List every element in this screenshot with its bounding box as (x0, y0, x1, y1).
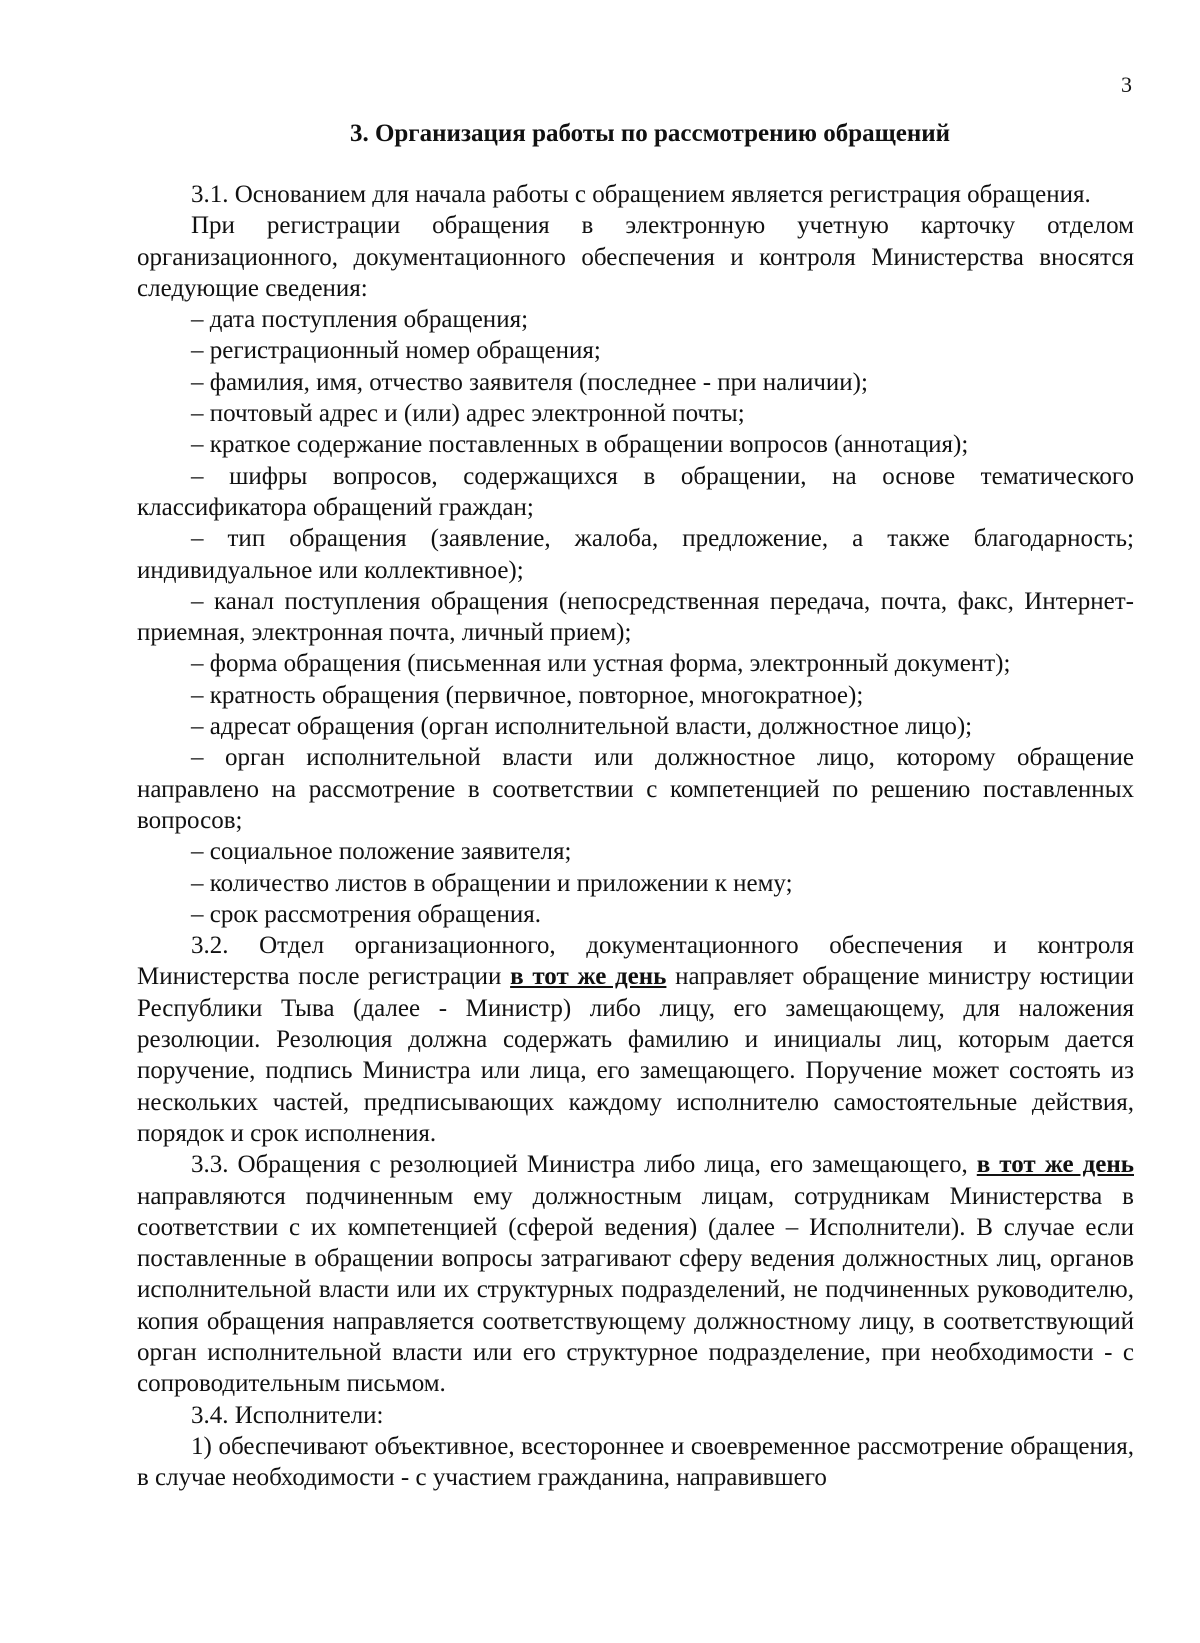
paragraph-3-4-1: 1) обеспечивают объективное, всестороннее и своевременное рассмотрение обращения, в случае необходимости - с участием гражданина, направившего (137, 1432, 1134, 1492)
list-item: – орган исполнительной власти или должностное лицо, которому обращение направлено на рассмотрение в соответствии с компетенцией по решению поставленных вопросов; (137, 744, 1134, 834)
paragraph-3-4: 3.4. Исполнители: (191, 1401, 384, 1429)
section-title: 3. Организация работы по рассмотрению обращений (349, 120, 951, 147)
list-item: – канал поступления обращения (непосредственная передача, почта, факс, Интернет-приемная, электронная почта, личный прием); (137, 587, 1134, 647)
list-item: – фамилия, имя, отчество заявителя (последнее - при наличии); (191, 368, 868, 396)
list-item: – дата поступления обращения; (191, 306, 529, 334)
paragraph-registration: При регистрации обращения в электронную учетную карточку отделом организационного, документационного обеспечения и контроля Министерства вносятся следующие сведения: (137, 212, 1134, 302)
emphasis-same-day: в тот же день (976, 1151, 1134, 1179)
list-item: – адресат обращения (орган исполнительной власти, должностное лицо); (191, 713, 973, 741)
list-item: – кратность обращения (первичное, повторное, многократное); (191, 681, 864, 709)
paragraph-3-3-text-b: направляются подчиненным ему должностным лицам, сотрудникам Министерства в соответствии с их компетенцией (сферой ведения) (далее – Исполнители). В случае если поставленные в обращении вопросы затрагивают сферу ведения должностных лиц, органов исполнительной власти или их структурных подразделений, не подчиненных руководителю, копия обращения направляется соответствующему должностному лицу, в соответствующий орган исполнительной власти или его структурное подразделение, при необходимости - с сопроводительным письмом. (137, 1182, 1134, 1398)
paragraph-3-2-text-b: направляет обращение министру юстиции Республики Тыва (далее - Министр) либо лицу, его замещающему, для наложения резолюции. Резолюция должна содержать фамилию и инициалы лиц, которым дается поручение, подпись Министра или лица, его замещающего. Поручение может состоять из нескольких частей, предписывающих каждому исполнителю самостоятельные действия, порядок и срок исполнения. (137, 963, 1134, 1147)
list-item: – срок рассмотрения обращения. (191, 900, 542, 928)
page-number: 3 (1121, 72, 1132, 97)
paragraph-3-2-text-a: 3.2. Отдел организационного, документационного обеспечения и контроля Министерства после регистрации (137, 932, 1134, 991)
list-item: – форма обращения (письменная или устная форма, электронный документ); (191, 650, 1011, 678)
emphasis-same-day: в тот же день (510, 963, 667, 991)
list-item: – краткое содержание поставленных в обращении вопросов (аннотация); (191, 431, 969, 459)
paragraph-3-2 (137, 930, 1134, 1149)
paragraph-3-1: 3.1. Основанием для начала работы с обращением является регистрация обращения. (191, 181, 1091, 208)
document-body (137, 179, 1134, 1493)
paragraph-3-3-text-a: 3.3. Обращения с резолюцией Министра либо лица, его замещающего, (191, 1151, 977, 1179)
list-item: – социальное положение заявителя; (191, 838, 572, 866)
list-item: – регистрационный номер обращения; (191, 337, 601, 365)
list-item: – количество листов в обращении и приложении к нему; (191, 869, 793, 897)
paragraph-3-3 (137, 1149, 1134, 1399)
list-item: – шифры вопросов, содержащихся в обращении, на основе тематического классификатора обращений граждан; (137, 462, 1134, 521)
list-item: – почтовый адрес и (или) адрес электронной почты; (191, 400, 745, 428)
list-item: – тип обращения (заявление, жалоба, предложение, а также благодарность; индивидуальное или коллективное); (137, 525, 1134, 584)
